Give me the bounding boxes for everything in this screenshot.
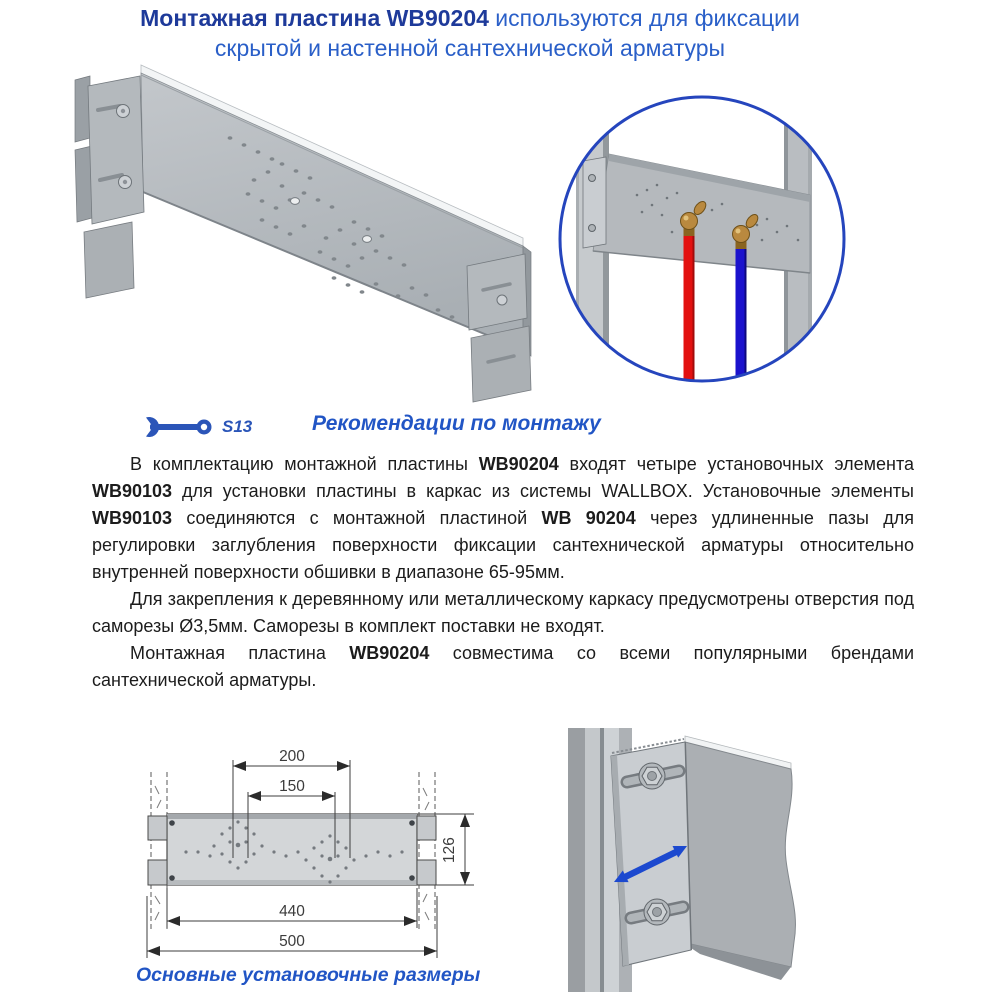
- title-line2: скрытой и настенной сантехнической арматуры: [214, 35, 726, 61]
- left-tab-lower: [75, 146, 92, 222]
- plate-front-view: [167, 814, 417, 885]
- body-paragraphs: [92, 451, 914, 694]
- dim-150: 150: [279, 778, 305, 795]
- dim-200: 200: [279, 748, 305, 765]
- hex-bolt-lower: [644, 899, 670, 925]
- tool-requirement: [138, 416, 252, 438]
- dim-440: 440: [279, 903, 305, 920]
- paragraph: В комплектацию монтажной пластины WB90204 входят четыре установочных элемента WB90103 для установки пластины в каркас из системы WALLBOX. Установочные элементы WB90103 соединяются с монтажной пластиной WB 90204 через удлиненные пазы для регулировки заглубления поверхности фиксации сантехнической арматуры относительно внутренней поверхности обшивки в диапазоне 65-95мм.: [92, 454, 915, 582]
- wrench-icon: [138, 416, 213, 438]
- recommendations-heading: Рекомендации по монтажу: [312, 412, 601, 435]
- plate-face: [141, 73, 523, 350]
- detail-left-bracket: [583, 157, 606, 248]
- page-title: [30, 3, 910, 63]
- depth-adjustment-figure: [545, 710, 875, 1000]
- left-bracket: [84, 76, 144, 298]
- mounting-plate-side: [682, 742, 795, 967]
- mounting-plate-3d-figure: [58, 60, 538, 405]
- title-product-name: Монтажная пластина WB90204: [140, 5, 489, 31]
- center-hole-left: [291, 198, 300, 205]
- installation-detail-circle-figure: [552, 90, 857, 395]
- figure-caption: Основные установочные размеры: [136, 964, 481, 986]
- center-hole-right: [363, 236, 372, 243]
- dim-500: 500: [279, 933, 305, 950]
- dim-126: 126: [441, 837, 458, 863]
- dimension-drawing: [122, 736, 522, 971]
- wrench-size-label: S13: [222, 417, 253, 436]
- title-rest: используются для фиксации: [488, 5, 800, 31]
- paragraph: Для закрепления к деревянному или металлическому каркасу предусмотрены отверстия под саморезы Ø3,5мм. Саморезы в комплект поставки не входят.: [92, 589, 914, 636]
- paragraph: Монтажная пластина WB90204 совместима со всеми популярными брендами сантехнической арматуры.: [92, 643, 914, 690]
- hex-bolt-upper: [639, 763, 665, 789]
